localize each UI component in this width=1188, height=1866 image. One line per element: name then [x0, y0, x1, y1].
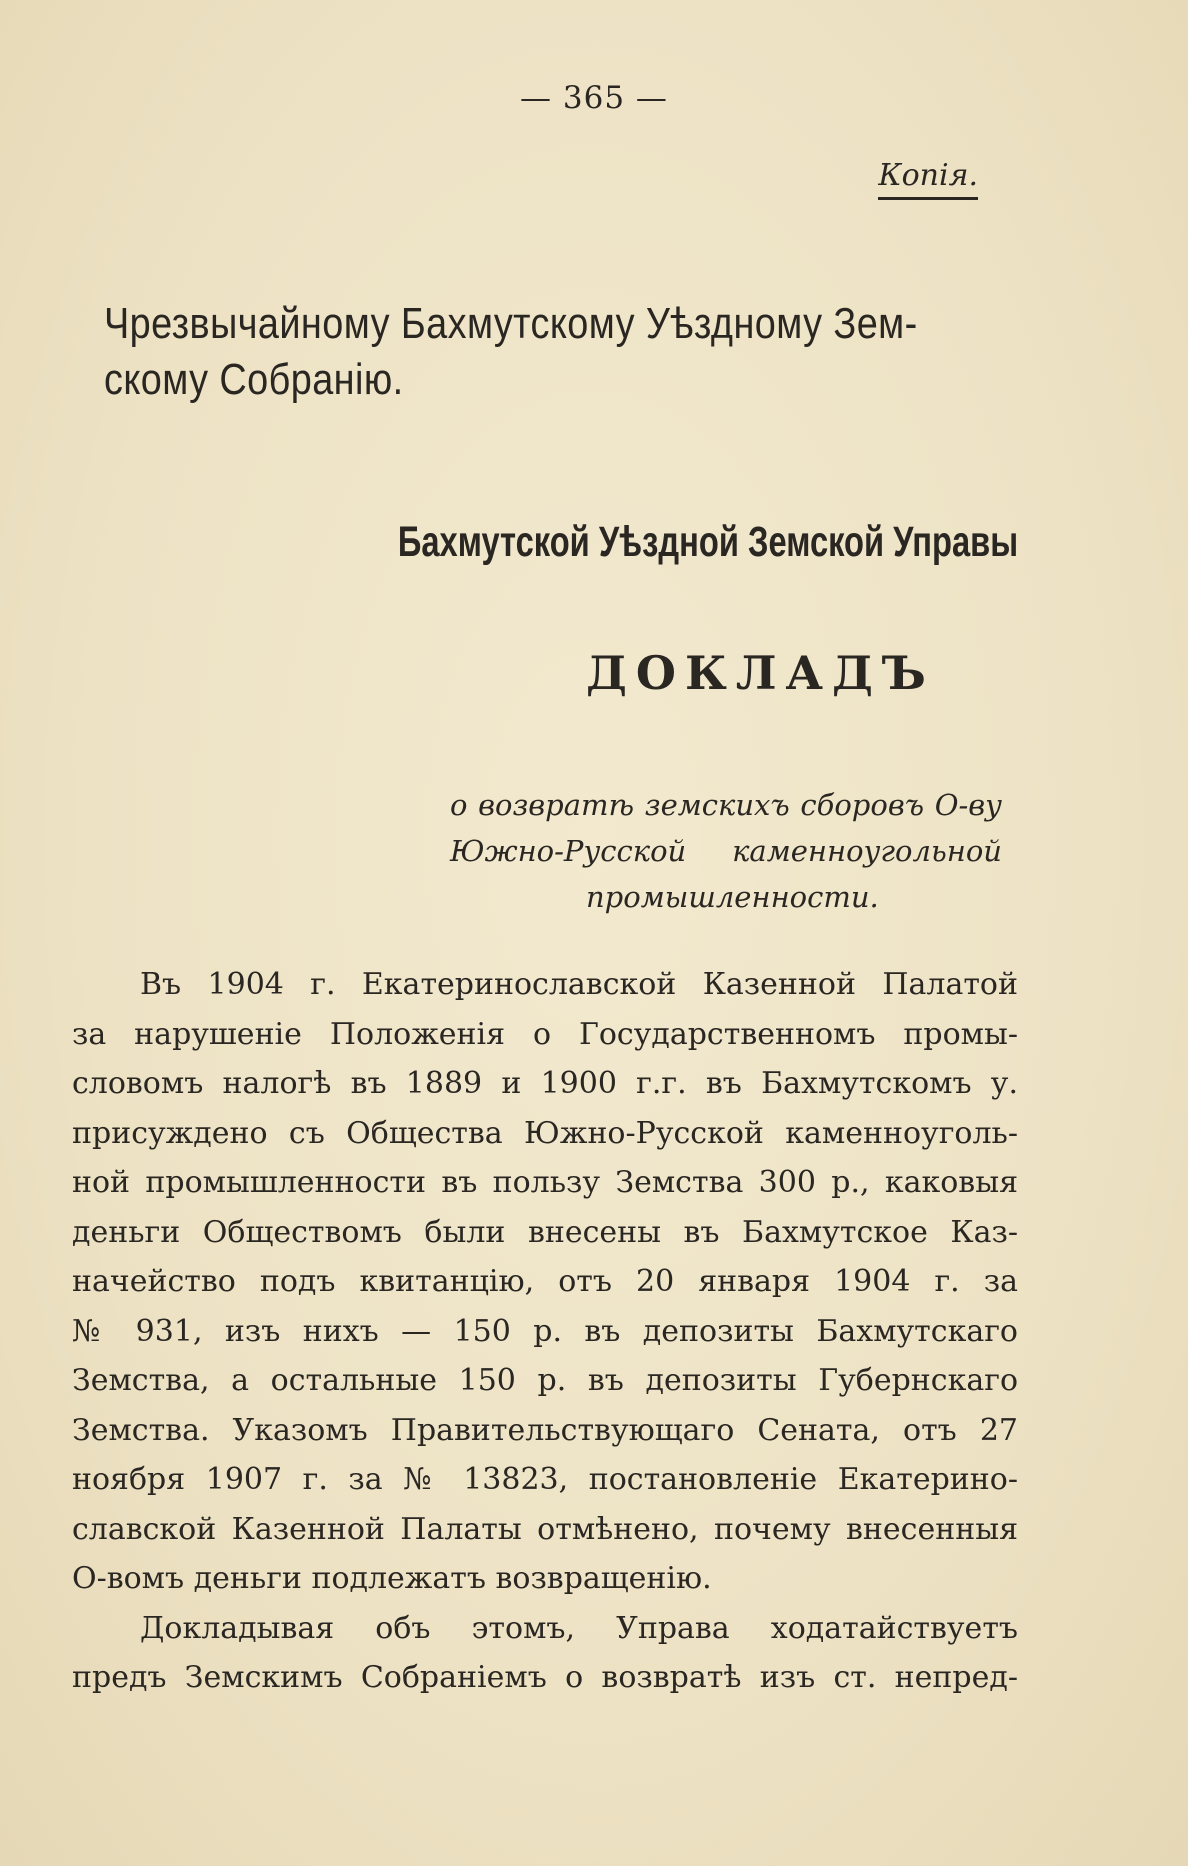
addressee-heading — [104, 296, 918, 408]
document-subject — [450, 782, 1002, 920]
body-line: за нарушеніе Положенія о Государственномъ промы- — [72, 1016, 1018, 1052]
body-line: ноября 1907 г. за № 13823, постановленіе Екатерино- — [72, 1462, 1018, 1497]
body-line: Земства, а остальные 150 р. въ депозиты Губернскаго — [72, 1363, 1018, 1398]
subject-line: о возвратѣ земскихъ сборовъ О-ву — [450, 788, 1002, 822]
page-number: — 365 — — [520, 80, 668, 116]
subject-line: Южно-Русской каменноугольной — [450, 834, 1002, 868]
body-line: Докладывая объ этомъ, Управа ходатайствуетъ — [140, 1610, 1018, 1646]
addressee-line: Чрезвычайному Бахмутскому Уѣздному Зем- — [104, 299, 918, 348]
authority-heading: Бахмутской Уѣздной Земской Управы — [397, 518, 1018, 566]
body-line: ной промышленности въ пользу Земства 300 р., каковыя — [72, 1165, 1018, 1200]
body-line: присуждено съ Общества Южно-Русской каменноуголь- — [72, 1115, 1018, 1151]
copy-mark: Копія. — [878, 158, 978, 200]
body-line: словомъ налогѣ въ 1889 и 1900 г.г. въ Бахмутскомъ у. — [72, 1066, 1018, 1101]
body-line: О-вомъ деньги подлежатъ возвращенію. — [72, 1561, 712, 1596]
body-line: Земства. Указомъ Правительствующаго Сената, отъ 27 — [72, 1412, 1018, 1448]
body-line: Въ 1904 г. Екатеринославской Казенной Палатой — [140, 967, 1018, 1002]
body-line: начейство подъ квитанцію, отъ 20 января 1904 г. за — [72, 1264, 1018, 1299]
body-line: предъ Земскимъ Собраніемъ о возвратѣ изъ ст. непред- — [72, 1660, 1018, 1695]
body-line: деньги Обществомъ были внесены въ Бахмутское Каз- — [72, 1214, 1018, 1250]
subject-line: промышленности. — [586, 880, 879, 914]
addressee-line: скому Собранію. — [104, 355, 404, 404]
document-title: ДОКЛАДЪ — [586, 646, 935, 700]
body-line: № 931, изъ нихъ — 150 р. въ депозиты Бахмутскаго — [72, 1313, 1018, 1349]
body-text — [72, 960, 1018, 1703]
body-line: славской Казенной Палаты отмѣнено, почему внесенныя — [72, 1511, 1018, 1547]
